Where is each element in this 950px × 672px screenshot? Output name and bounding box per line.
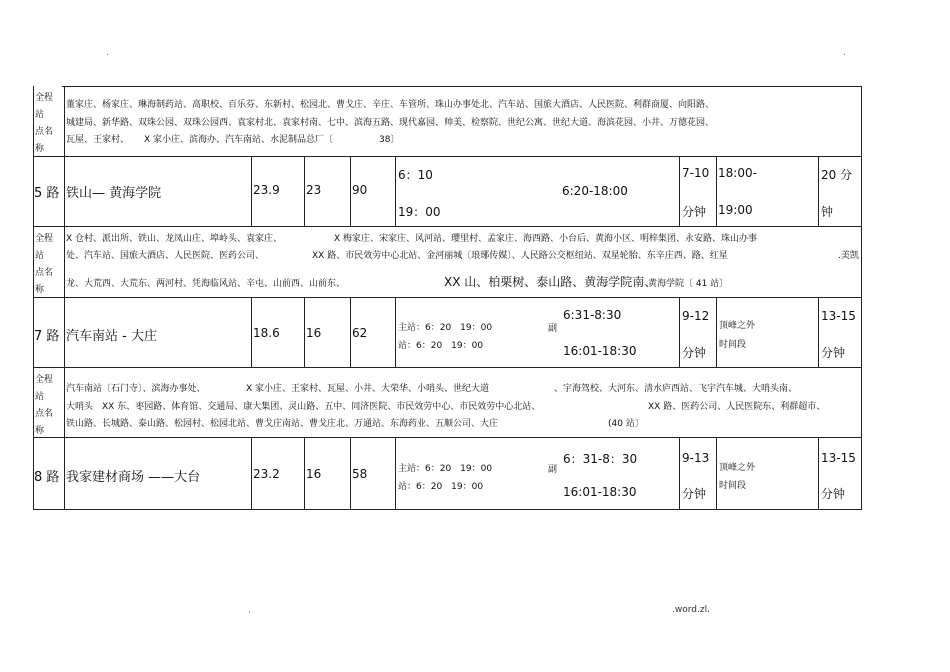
label-text: 站 (35, 251, 45, 261)
label-text: 站 (35, 110, 45, 120)
peak-interval: 7-10 (682, 166, 710, 180)
first-bus-time: 6：10 (398, 168, 433, 182)
offpeak-interval-unit: 分钟 (821, 346, 846, 360)
route-length: 18.6 (253, 326, 280, 340)
sub-station-label: 副 (548, 465, 558, 475)
route-number: 7 路 (34, 329, 60, 344)
offpeak-period: 顶峰之外 (719, 321, 756, 331)
peak-interval-unit: 分钟 (682, 346, 707, 360)
label-text: 称 (35, 426, 45, 436)
station-line: X 家小庄、王家村、瓦屋、小井、大荣华、小哨头、世纪大道 (246, 384, 490, 394)
route-duration: 58 (352, 467, 368, 481)
label-text: 称 (35, 144, 45, 154)
peak-interval-unit: 分钟 (682, 487, 707, 501)
main-station-times: 主站：6：20 19：00 (398, 323, 493, 333)
page-footer: .word.zl. (672, 605, 710, 615)
corner-mark: . (248, 606, 251, 616)
label-text: 全程 (35, 234, 54, 244)
route-name: 汽车南站 - 大庄 (66, 329, 157, 344)
corner-mark: . (106, 48, 109, 58)
route-number: 8 路 (34, 470, 60, 485)
station-line: X 梅家庄、宋家庄、风河站、璎里村、孟家庄、海西路、小台后、黄海小区、明梓集团、永安路、珠山办事 (334, 234, 758, 244)
label-text: 全程 (35, 93, 54, 103)
peak-interval-unit: 分钟 (682, 205, 707, 219)
offpeak-period: 时间段 (719, 340, 747, 350)
label-text: 全程 (35, 375, 54, 385)
last-bus-time: 19：00 (398, 205, 441, 219)
offpeak-period: 时间段 (719, 481, 747, 491)
offpeak-interval: 20 分 (821, 168, 853, 182)
station-line: 38〕 (379, 135, 400, 145)
label-text: 称 (35, 285, 45, 295)
label-text: 点名 (35, 409, 54, 419)
station-line: XX 山、柏栗树、泰山路、黄海学院南、 (444, 275, 657, 289)
offpeak-period: 19:00 (718, 203, 753, 217)
peak-period: 6:20-18:00 (562, 184, 628, 198)
station-line: X 家小庄、滨海办、汽车南站、水泥制品总厂〔 (144, 135, 334, 145)
sub-station-label: 副 (548, 324, 558, 334)
station-line: 处、汽车站、国旅大酒店、人民医院、医药公司、 (66, 251, 265, 261)
route-name: 铁山— 黄海学院 (66, 186, 162, 201)
station-line: 龙、大荒西、大荒东、两河村、凭海临风站、辛屯、山前西、山前东、 (66, 279, 346, 289)
station-line: 瓦屋、王家村、 (66, 135, 130, 145)
offpeak-interval-unit: 分钟 (821, 487, 846, 501)
station-line: .美凯 (838, 251, 859, 261)
label-text: 点名 (35, 268, 54, 278)
station-line: 、宇海驾校、大河东、清水庐西站、飞宇汽车城、大哨头南、 (554, 384, 798, 394)
route-length: 23.9 (253, 183, 280, 197)
offpeak-period: 18:00- (718, 166, 757, 180)
route-stops: 16 (306, 326, 322, 340)
station-line: (40 站〕 (608, 419, 644, 429)
route-duration: 90 (352, 183, 368, 197)
route-duration: 62 (352, 326, 368, 340)
peak-period: 16:01-18:30 (563, 485, 637, 499)
station-line: 汽车南站〔石门寺〕、滨海办事处、 (66, 384, 206, 394)
sub-station-times: 站：6：20 19：00 (398, 341, 484, 351)
peak-period: 6：31-8：30 (563, 452, 638, 466)
offpeak-interval: 13-15 (821, 309, 856, 323)
route-stops: 23 (306, 183, 322, 197)
station-line: 黄海学院〔 41 站〕 (648, 279, 729, 289)
sub-station-times: 站：6：20 19：00 (398, 482, 484, 492)
station-line: X 仓村、派出所、铁山、龙凤山庄、埠岭头、袁家庄、 (66, 234, 283, 244)
peak-interval: 9-12 (682, 309, 710, 323)
corner-mark: . (843, 48, 846, 58)
peak-period: 6:31-8:30 (563, 308, 622, 322)
station-line: 董家庄、杨家庄、琳海制药站、高职校、百乐芬、东新村、松园北、曹戈庄、辛庄、车管所、珠山办事处北、汽车站、国旅大酒店、人民医院、利群商厦、向阳路、 (66, 100, 715, 110)
route-stops: 16 (306, 467, 322, 481)
peak-period: 16:01-18:30 (563, 344, 637, 358)
route-number: 5 路 (34, 186, 60, 201)
peak-interval: 9-13 (682, 451, 710, 465)
label-text: 点名 (35, 127, 54, 137)
station-line: 铁山路、长城路、泰山路、松园村、松园北站、曹戈庄南站、曹戈庄北、万通站、东海药业、五顺公司、大庄 (66, 419, 499, 429)
station-line: XX 路、市民效劳中心北站、金河丽城〔琅琊传媒〕、人民路公交枢纽站、双星轮胎、东辛庄西、路、红星 (312, 251, 728, 261)
station-line: 大哨头 XX 东、枣园路、体育馆、交通局、康大集团、灵山路、五中、同济医院、市民效劳中心、市民效劳中心北站、 (66, 402, 541, 412)
station-line: 城建局、新华路、双珠公园、双珠公园西、袁家村北、袁家村南、七中、滨海五路、现代嘉园、帅美、检察院、世纪公寓、世纪大道、海滨花园、小井、万德花园、 (66, 118, 715, 128)
route-length: 23.2 (253, 467, 280, 481)
route-name: 我家建材商场 ——大台 (66, 470, 201, 485)
offpeak-period: 顶峰之外 (719, 463, 756, 473)
label-text: 站 (35, 392, 45, 402)
offpeak-interval-unit: 钟 (821, 205, 834, 219)
station-line: XX 路、医药公司、人民医院东、利群超市、 (648, 402, 826, 412)
offpeak-interval: 13-15 (821, 451, 856, 465)
main-station-times: 主站：6：20 19：00 (398, 464, 493, 474)
